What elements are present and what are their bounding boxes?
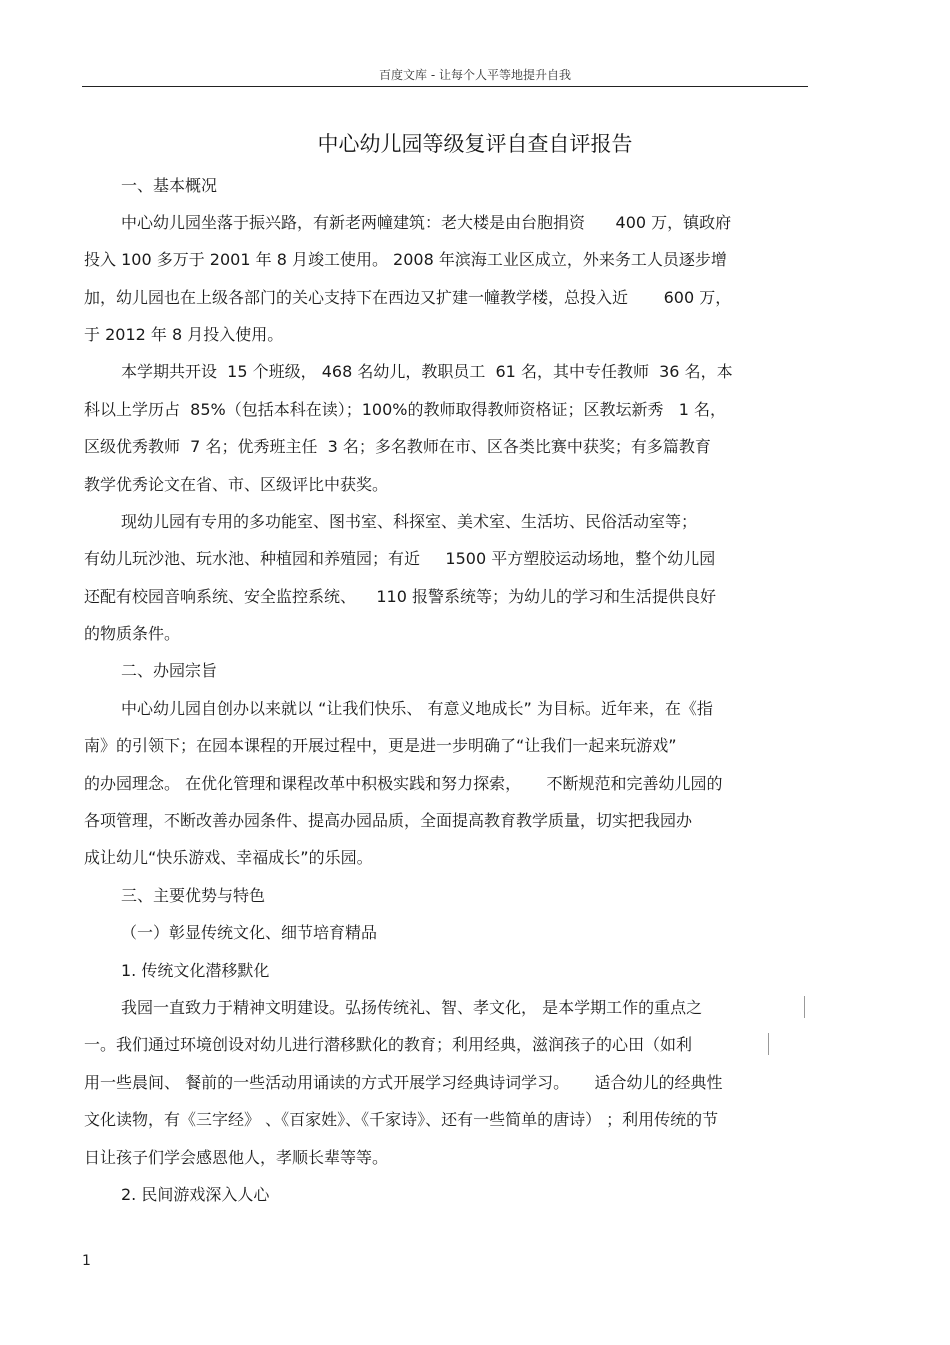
section-heading: 二、办园宗旨 xyxy=(121,661,218,680)
document-title: 中心幼儿园等级复评自查自评报告 xyxy=(317,132,633,156)
section-heading: 三、主要优势与特色 xyxy=(121,886,266,905)
paragraph-line: 我园一直致力于精神文明建设。弘扬传统礼、智、孝文化， 是本学期工作的重点之 xyxy=(121,998,703,1017)
paragraph-line: 科以上学历占 85%（包括本科在读）；100%的教师取得教师资格证；区教坛新秀 1 名， xyxy=(84,400,727,419)
paragraph-line: 还配有校园音响系统、安全监控系统、 110 报警系统等；为幼儿的学习和生活提供良好 xyxy=(84,587,716,606)
paragraph-line: 加，幼儿园也在上级各部门的关心支持下在西边又扩建一幢教学楼，总投入近 600 万， xyxy=(84,288,732,307)
header-divider xyxy=(82,86,808,87)
paragraph-line: 本学期共开设 15 个班级， 468 名幼儿，教职员工 61 名，其中专任教师 36 名，本 xyxy=(121,362,733,381)
paragraph-line: 教学优秀论文在省、市、区级评比中获奖。 xyxy=(84,475,389,494)
paragraph-line: 中心幼儿园自创办以来就以 “让我们快乐、 有意义地成长” 为目标。近年来，在《指 xyxy=(121,699,713,718)
paragraph-line: 南》的引领下；在园本课程的开展过程中，更是进一步明确了“让我们一起来玩游戏” xyxy=(84,736,677,755)
paragraph-line: 现幼儿园有专用的多功能室、图书室、科探室、美术室、生活坊、民俗活动室等； xyxy=(121,512,698,531)
page-header: 百度文库 - 让每个人平等地提升自我 xyxy=(379,68,571,82)
paragraph-line: 成让幼儿“快乐游戏、幸福成长”的乐园。 xyxy=(84,848,373,867)
paragraph-line: 文化读物，有《三字经》 、《百家姓》、《千家诗》、还有一些简单的唐诗） ；利用传统的节 xyxy=(84,1110,719,1129)
section-heading: 一、基本概况 xyxy=(121,176,218,195)
paragraph-line: 投入 100 多万于 2001 年 8 月竣工使用。 2008 年滨海工业区成立，外来务工人员逐步增 xyxy=(84,250,727,269)
paragraph-line: 各项管理，不断改善办园条件、提高办园品质，全面提高教育教学质量，切实把我园办 xyxy=(84,811,693,830)
numbered-heading: 2. 民间游戏深入人心 xyxy=(121,1185,270,1204)
subsection-heading: （一）彰显传统文化、细节培育精品 xyxy=(121,923,378,942)
paragraph-line: 有幼儿玩沙池、玩水池、种植园和养殖园；有近 1500 平方塑胶运动场地，整个幼儿园 xyxy=(84,549,716,568)
paragraph-line: 的办园理念。 在优化管理和课程改革中积极实践和努力探索， 不断规范和完善幼儿园的 xyxy=(84,774,723,793)
paragraph-line: 用一些晨间、 餐前的一些活动用诵读的方式开展学习经典诗词学习。 适合幼儿的经典性 xyxy=(84,1073,723,1092)
paragraph-line: 日让孩子们学会感恩他人，孝顺长辈等等。 xyxy=(84,1148,389,1167)
margin-mark xyxy=(804,996,805,1018)
paragraph-line: 一。我们通过环境创设对幼儿进行潜移默化的教育；利用经典，滋润孩子的心田（如利 xyxy=(84,1035,693,1054)
paragraph-line: 于 2012 年 8 月投入使用。 xyxy=(84,325,284,344)
paragraph-line: 中心幼儿园坐落于振兴路，有新老两幢建筑：老大楼是由台胞捐资 400 万，镇政府 xyxy=(121,213,732,232)
page-number: 1 xyxy=(82,1253,91,1269)
margin-mark xyxy=(768,1033,769,1055)
paragraph-line: 的物质条件。 xyxy=(84,624,181,643)
paragraph-line: 区级优秀教师 7 名；优秀班主任 3 名；多名教师在市、区各类比赛中获奖；有多篇教育 xyxy=(84,437,711,456)
numbered-heading: 1. 传统文化潜移默化 xyxy=(121,961,270,980)
